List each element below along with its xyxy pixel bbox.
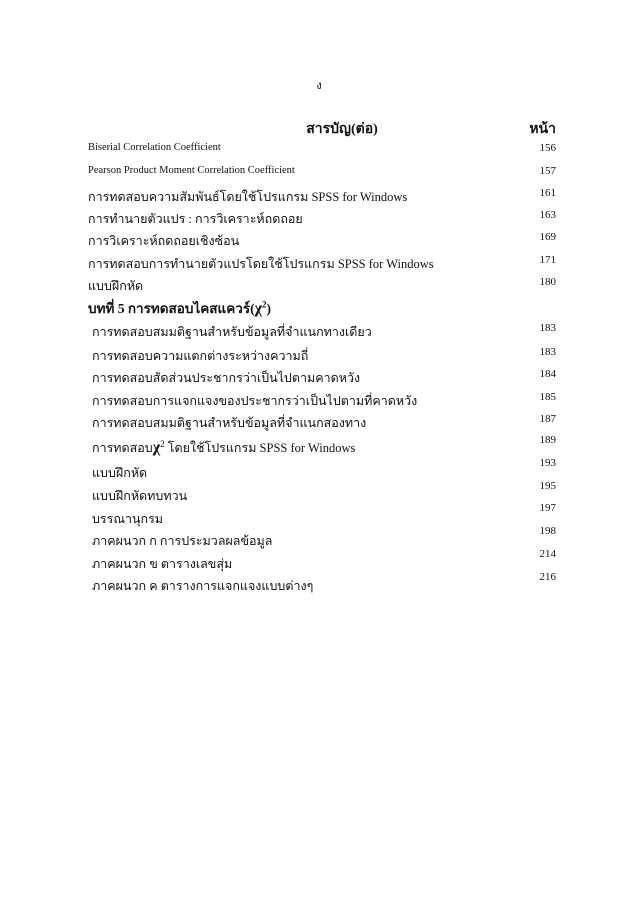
toc-entry-page: 169 [539,231,556,243]
toc-entry-label: ภาคผนวก ข ตารางเลขสุ่ม [92,557,233,571]
toc-entry-label: การทดสอบสมมติฐานสำหรับข้อมูลที่จำแนกสองทาง [92,416,367,430]
toc-entry [88,254,556,274]
toc-entry [88,276,556,296]
toc-entry-page: 214 [539,548,556,560]
toc-entry [88,187,556,207]
toc-entry-label: การทดสอบความสัมพันธ์โดยใช้โปรแกรม SPSS for Windows [88,190,408,204]
page-number: ง [316,80,322,92]
toc-entry-label: แบบฝึกหัด [88,279,144,293]
toc-entry-label: แบบฝึกหัด [92,466,148,480]
toc-title: สารบัญ(ต่อ) [306,122,378,137]
toc-entry-label: การทำนายตัวแปร : การวิเคราะห์ถดถอย [88,212,303,226]
toc-entry-page: 183 [539,346,556,358]
toc-entry-page: 156 [539,142,556,154]
toc-page-cell [88,502,556,522]
toc-entry-label: การทดสอบสมมติฐานสำหรับข้อมูลที่จำแนกทางเดียว [92,325,372,339]
toc-entry [88,322,556,342]
toc-page-cell [88,525,556,545]
toc-entry-page: 185 [539,391,556,403]
toc-entry-label: การทดสอบการแจกแจงของประชากรว่าเป็นไปตามที่คาดหวัง [92,394,418,408]
toc-entry [88,231,556,251]
toc-page-cell [88,480,556,500]
chi-entry-prefix: การทดสอบ [92,441,153,455]
chapter-heading [88,297,556,317]
toc-entry-label: ภาคผนวก ค ตารางการแจกแจงแบบต่างๆ [92,579,314,593]
chapter-heading-label [88,297,271,319]
superscript-two: 2 [160,438,165,449]
toc-entry-page: 184 [539,368,556,380]
toc-entry [88,165,556,185]
toc-entry-label: Pearson Product Moment Correlation Coefficient [88,165,295,176]
page-column-header: หน้า [529,122,556,137]
toc-page-cell [88,457,556,477]
toc-entry-label: การทดสอบสัดส่วนประชากรว่าเป็นไปตามคาดหวัง [92,371,361,385]
toc-entry-page: 198 [539,525,556,537]
toc-entry [88,391,556,411]
toc-entry-page: 216 [539,571,556,583]
toc-entry [88,209,556,229]
toc-entry [88,368,556,388]
toc-entry-page: 157 [539,165,556,177]
toc-entry-label: ภาคผนวก ก การประมวลผลข้อมูล [92,534,273,548]
toc-entry [88,142,556,162]
chi-symbol: χ [152,439,161,456]
toc-entry-page: 183 [539,322,556,334]
toc-entry-page: 193 [539,457,556,469]
toc-entry [88,413,556,433]
toc-entry-page: 180 [539,276,556,288]
toc-page-cell [88,571,556,591]
toc-page-cell [88,548,556,568]
chi-symbol: χ [254,300,262,317]
toc-entry-page: 197 [539,502,556,514]
toc-entry-label: แบบฝึกหัดทบทวน [92,489,188,503]
toc-entry-page: 189 [539,434,556,446]
toc-entry-label: การวิเคราะห์ถดถอยเชิงซ้อน [88,234,240,248]
chapter-heading-suffix: ) [266,301,271,316]
chapter-heading-prefix: บทที่ 5 การทดสอบไคสแควร์( [88,301,255,316]
superscript-two: 2 [261,299,267,310]
toc-entry [88,346,556,366]
toc-entry-page: 195 [539,480,556,492]
toc-entry-label: บรรณานุกรม [92,512,164,526]
toc-entry-label: การทดสอบการทำนายตัวแปรโดยใช้โปรแกรม SPSS for Windows [88,257,434,271]
toc-page-cell [88,434,556,454]
toc-entry-label: การทดสอบความแตกต่างระหว่างความถี่ [92,349,309,363]
toc-entry-page: 171 [539,254,556,266]
toc-entry-page: 163 [539,209,556,221]
chi-entry-suffix: โดยใช้โปรแกรม SPSS for Windows [164,441,356,455]
toc-entry-label: Biserial Correlation Coefficient [88,142,221,153]
toc-entry-page: 187 [539,413,556,425]
toc-entry-page: 161 [539,187,556,199]
